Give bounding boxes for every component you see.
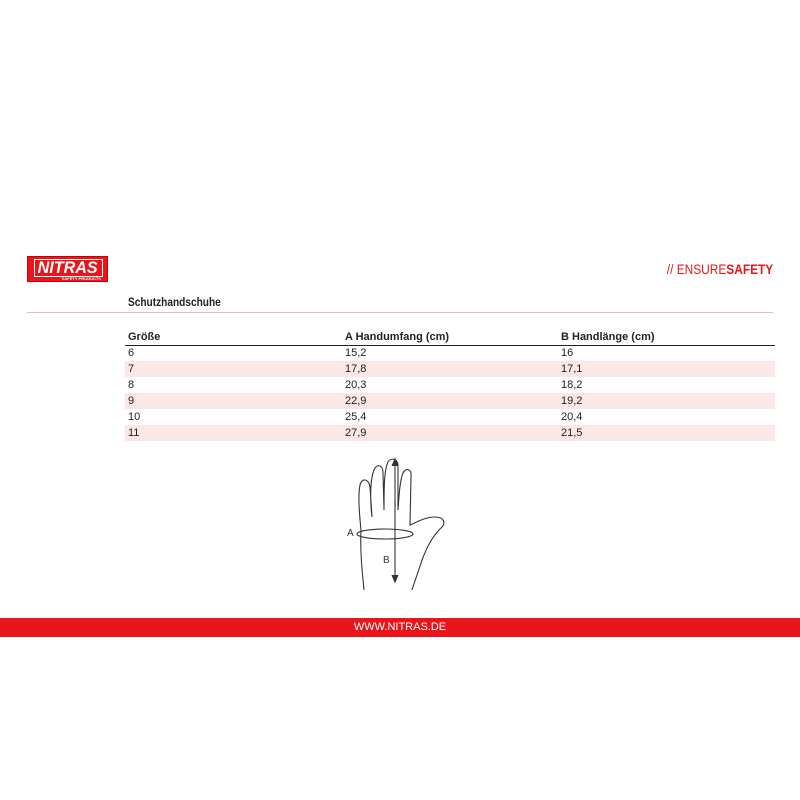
cell-circumference: 22,9 (342, 393, 558, 409)
cell-circumference: 17,8 (342, 361, 558, 377)
hand-measurement-diagram (340, 455, 460, 595)
cell-length: 16 (561, 347, 574, 360)
cell-length: 21,5 (558, 425, 775, 441)
cell-size: 8 (128, 379, 135, 391)
footer-url[interactable] (0, 618, 800, 637)
circumference-line (357, 529, 413, 539)
logo-name: NITRAS (37, 258, 98, 277)
cell-size: 7 (125, 361, 342, 377)
cell-length: 20,4 (561, 411, 583, 423)
cell-size: 10 (128, 411, 141, 423)
nitras-logo (27, 256, 108, 282)
cell-circumference: 20,3 (345, 379, 367, 391)
header-length: B Handlänge (cm) (558, 330, 775, 345)
table-header (125, 330, 775, 345)
slogan-emphasis: SAFETY (726, 261, 773, 277)
table-row (125, 425, 775, 441)
cell-circumference: 27,9 (342, 425, 558, 441)
cell-length: 17,1 (558, 361, 775, 377)
size-table (125, 330, 775, 441)
logo-tagline: SAFETY PRODUCTS (61, 276, 101, 281)
table-row (125, 409, 775, 425)
cell-size: 6 (128, 347, 135, 360)
label-a: A (347, 528, 354, 539)
label-b: B (383, 555, 390, 566)
slogan (667, 261, 773, 277)
page-title: Schutzhandschuhe (128, 297, 221, 309)
footer-url-text[interactable]: WWW.NITRAS.DE (353, 621, 447, 633)
cell-size: 9 (125, 393, 342, 409)
table-row (125, 393, 775, 409)
table-row (125, 377, 775, 393)
cell-size: 11 (125, 425, 342, 441)
cell-circumference: 25,4 (345, 411, 367, 423)
slogan-prefix: // ENSURE (666, 261, 727, 277)
header-circumference: A Handumfang (cm) (342, 330, 558, 345)
table-row (125, 345, 775, 361)
divider (27, 312, 773, 313)
header-size: Größe (125, 330, 342, 345)
cell-length: 18,2 (561, 379, 583, 391)
cell-circumference: 15,2 (345, 347, 367, 360)
cell-length: 19,2 (558, 393, 775, 409)
hand-outline (359, 459, 444, 590)
table-row (125, 361, 775, 377)
